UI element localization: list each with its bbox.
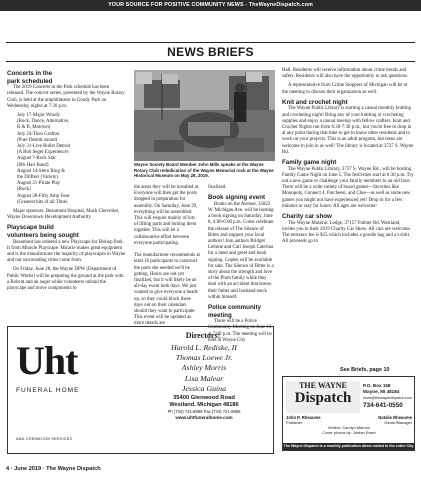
page-folio: 4 · June 2019 · The Wayne Dispatch xyxy=(6,466,101,472)
playscape-heading-line2: volunteers being sought xyxy=(7,232,79,240)
rededication-photo-image xyxy=(134,70,275,161)
uht-address-line2: Westland, Michigan 48186 xyxy=(169,402,239,408)
dispatch-footer: The Wayne Dispatch is a monthly publication direct mailed to the entire City of Wayne. xyxy=(283,444,414,455)
concert-schedule xyxy=(7,113,126,206)
schedule-line: July 31-Live Bullet Detroit xyxy=(17,144,71,150)
concerts-sponsors: Major sponsors: Beaumont Hospital, Mach Chevrolet, Wayne Downtown Development Authority xyxy=(7,209,120,221)
banner-url[interactable]: TheWayneDispatch.com xyxy=(248,2,313,8)
police-continued-1: Hall. Residents will receive information about crime trends and safety. Residents will also have the opportunity to ask questions. xyxy=(282,68,409,80)
director-name: Jessica Guina xyxy=(182,383,226,393)
charity-car-show-heading: Charity car show xyxy=(282,213,332,221)
staff-role: Publisher xyxy=(286,420,303,425)
photo-caption: Wayne Society Board Member John Mills speaks at the Wayne Rotary Club rededication of the Wayne Memorial rock at the Wayne Historical Museum on May 28, 2019. xyxy=(134,162,274,179)
directors-title: Directors: xyxy=(185,331,221,340)
schedule-line: August 21-Pirate Play xyxy=(17,181,61,187)
police-meeting-heading: Police community meeting xyxy=(208,304,261,319)
playscape-text-1: Beaumont has ordered a new Playscape for Bishop Park. It from Miracle Playscape. Miracle makes great equipment and is the manufacturer the majority of playscapes in Wayne and our surrounding cities come from. xyxy=(7,239,126,264)
title-rule-top xyxy=(6,42,415,43)
schedule-line: the Drifters (Variety) xyxy=(17,175,59,181)
director-name: Lisa Malear xyxy=(184,373,224,383)
concerts-text: The 2019 Concerts in the Park schedule has been released. The concert series, presented by the Wayne Rotary Club, is held at the amphitheatre in Goudy Park on Wednesday nights at 7:30 p.m. xyxy=(7,85,125,109)
director-name: Thomas Loewe Jr. xyxy=(175,353,233,363)
family-game-text: The Wayne Public Library, 3737 S. Wayne Rd., will be hosting Family Game Night on June 5. The festivities start at 6:30 p.m. Try out a new game or challenge your family members to an old fave. There will be a wide variety of board games—favorites like Monopoly, Connect 4, Parcheesi, and Clue—as well as some new games you might not have experienced yet! Drop in for a few minutes or stay for hours. All ages are welcome! xyxy=(282,166,414,209)
logo-the-wayne: THE WAYNE xyxy=(299,381,347,390)
police-continued-2: A representative from Crime Stoppers of Michigan will be at the meeting to discuss their organization as well. xyxy=(282,83,408,95)
playscape-heading-line1: Playscape build xyxy=(7,224,54,232)
book-signing-text: Books on the Avenue, 35822 W. Michigan Ave. will be hosting a book signing on Saturday, June 8, 4:00-6:00 p.m. Come celebrate the release of The Silence of Bitter and support your local authors! Join authors Bridget Lemme and Carl Joseph Caterina for a meet and greet and book signing. Copies will be available for sale. The Silence of Bitter is a story about the strength and love of the Plum family while they deal with an accident that leaves their father and husband stuck within himself. xyxy=(208,201,274,300)
schedule-line: (Greatest hits of all Time) xyxy=(17,199,68,205)
uht-subtitle: FUNERAL HOME xyxy=(16,387,80,394)
charity-car-show-text: The Wayne Masonic Lodge, 37157 Palmer Rd. Westland, invites you to their 2019 Charity Car Show. All cars are welcome. The entrance fee is $15 which includes a goodie bag and a t-shirt. All proceeds go to xyxy=(282,220,411,245)
column-4 xyxy=(282,68,414,248)
wayne-dispatch-logo xyxy=(286,381,360,413)
schedule-line: (A Bob Seger Experience) xyxy=(17,150,69,156)
playscape-finalized: finalized. xyxy=(208,185,227,190)
schedule-line: (Pure Detroit sound) xyxy=(17,137,58,143)
dispatch-staff xyxy=(286,415,412,435)
dispatch-contact xyxy=(363,383,414,409)
director-name: Harold L. Rediske, II xyxy=(171,343,237,352)
uht-logo: Uht xyxy=(16,338,78,383)
schedule-line: (Rock) xyxy=(17,187,31,193)
banner-left: YOUR SOURCE FOR POSITIVE COMMUNITY NEWS xyxy=(108,2,244,8)
logo-dispatch: Dispatch xyxy=(294,390,352,406)
rededication-photo xyxy=(134,70,275,161)
dispatch-po-box: P.O. Box 158 xyxy=(363,383,391,388)
playscape-text-2: On Friday, June 28, the Wayne DPW (Department of Public Works) will be preparing the ground at the park with a Bobcat and an auger while volunteers unload the playscape and move components to xyxy=(7,267,124,292)
schedule-line: (Rock, Dance, Alternative, xyxy=(17,119,70,125)
concerts-heading-line1: Concerts in the xyxy=(7,70,53,77)
dispatch-cover-credit: Cover photos by: Jordan Ewert xyxy=(322,430,376,435)
schedule-line: August 14-Stern Ring & xyxy=(17,168,65,174)
dispatch-city: Wayne, MI 48184 xyxy=(363,389,400,394)
schedule-line: July 17-Major Woody xyxy=(17,113,60,118)
staff-name: Natalie Rheaume xyxy=(378,415,412,420)
schedule-line: R & B, Motown) xyxy=(17,125,51,131)
schedule-line: August 7-Rock Star xyxy=(17,156,56,162)
knit-text: The Wayne Public Library is starting a casual monthly knitting and crocheting night! Bring any of your knitting or crocheting supplies and enjoy a casual meetup with fellow crafters. Knit and Crochet Nights run from 6:30-7:30 p.m., but you're free to drop in at any point during that time to get to know other residents and to work on your projects. This is an adult program, but teens are welcome to join in as well! The library is located at 3737 S. Wayne Rd. xyxy=(282,106,414,155)
book-signing-heading: Book signing event xyxy=(208,194,266,202)
see-briefs-link[interactable]: See Briefs, page 10 xyxy=(340,367,390,373)
schedule-line: August 28-Fifty Amp Fuse xyxy=(17,193,70,199)
uht-funeral-home-ad[interactable] xyxy=(7,326,274,454)
column-3 xyxy=(208,185,275,347)
schedule-line: (80s Hair Band) xyxy=(17,162,49,168)
knit-heading: Knit and crochet night xyxy=(282,98,348,106)
page-title: NEWS BRIEFS xyxy=(167,45,254,59)
concerts-heading-line2: park scheduled xyxy=(7,77,53,85)
staff-role: Owner/Manager xyxy=(384,420,412,425)
staff-name: John P. Rheaume xyxy=(286,415,321,420)
uht-subtitle-2: AND CREMATION SERVICES xyxy=(16,437,73,441)
uht-phone: Ph (734) 721-8888 Fax (734) 721-8888 xyxy=(167,409,241,414)
dispatch-email[interactable]: news@thewaynedispatch.com xyxy=(363,396,412,400)
wayne-dispatch-ad xyxy=(282,376,415,455)
schedule-line: July 24-Theo Grafton xyxy=(17,131,60,137)
column-2 xyxy=(134,185,200,331)
playscape-continued: the areas they will be installed at. Everyone will then get the posts dropped in preparation for assembly. On Saturday, June 29, everything will be assembled. This will require mainly of lots of lifting parts and bolting them together. This will be a collaborative effort between everyone participating. The manufacturer recommends at least 16 participants to construct the parts she needed we'll be getting. Hours are not yet finalized, but it will likely be an all-day event both days. We just wanted to give everyone a heads up, so they could block these days out on their calendars should they want to participate. This event will be updated as more details are xyxy=(134,185,200,327)
director-name: Ashley Morris xyxy=(181,363,227,373)
dispatch-writers: Writers: Carolyn Marnon xyxy=(327,425,371,430)
police-meeting-text: There will be a Police Community Meeting on June 13 at 7:00 p.m. The meeting will be held at Wayne City xyxy=(208,319,272,343)
top-banner xyxy=(0,0,421,11)
family-game-heading: Family game night xyxy=(282,159,337,167)
directors-list xyxy=(144,343,264,394)
banner-separator: - xyxy=(243,2,249,8)
uht-website[interactable]: www.uhtfuneralhome.com xyxy=(175,415,233,420)
column-1 xyxy=(7,68,126,295)
uht-address-line1: 35400 Glenwood Road xyxy=(173,395,235,401)
title-rule-bottom xyxy=(6,61,415,62)
dispatch-phone: 734-641-0550 xyxy=(363,402,403,409)
uht-address-block xyxy=(136,395,272,421)
